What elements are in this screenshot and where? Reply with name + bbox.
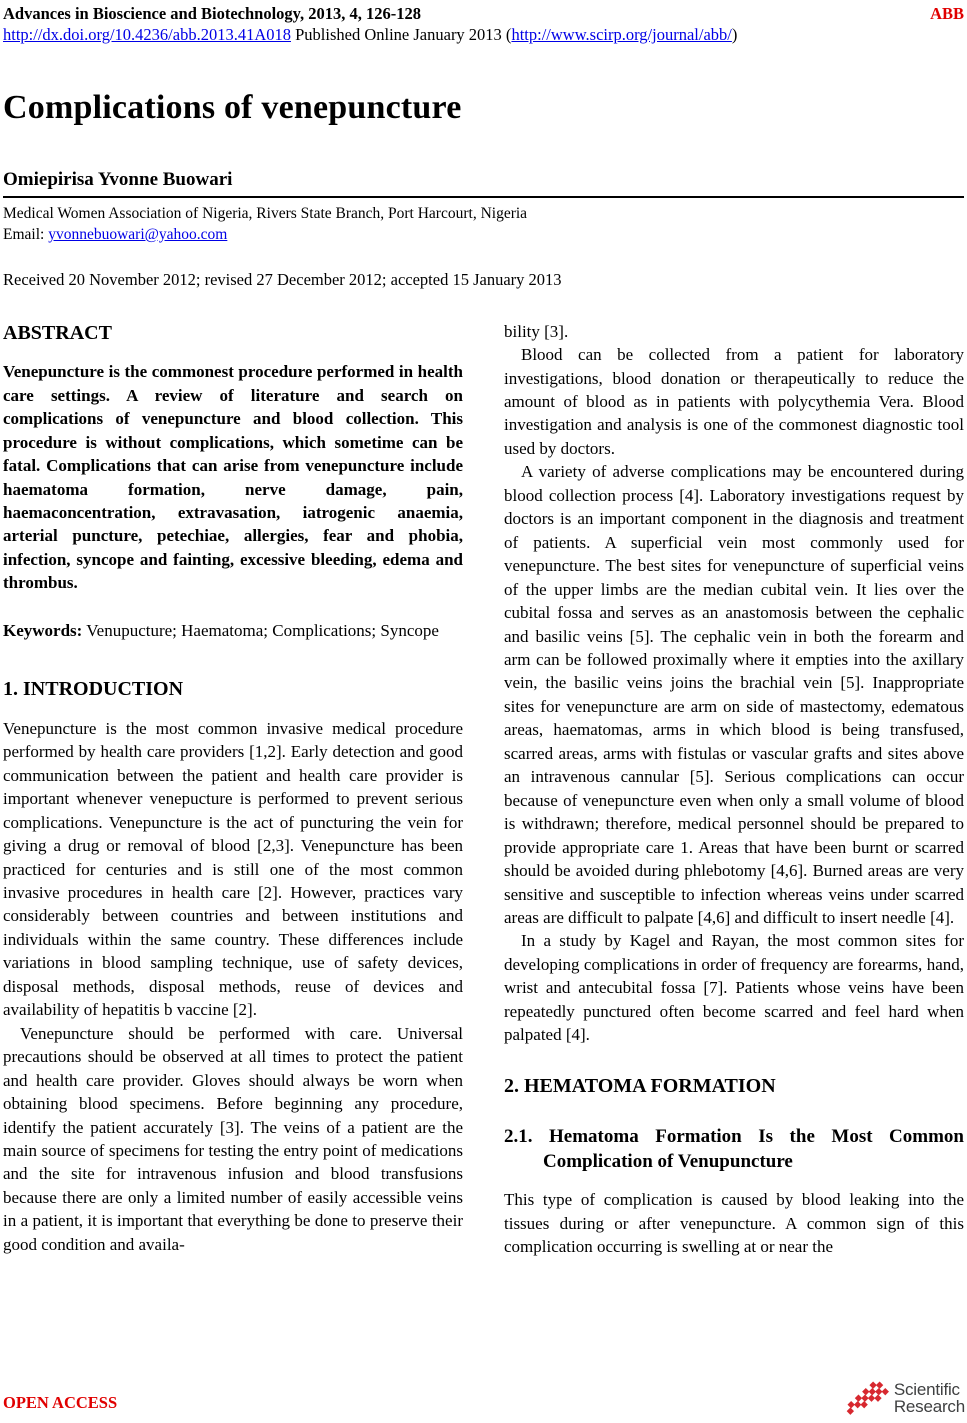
journal-header-line2 [3,25,964,46]
published-online-text: Published Online January 2013 ( [291,24,512,44]
email-label: Email: [3,225,49,243]
hematoma-section-heading: 2. HEMATOMA FORMATION [504,1074,776,1097]
affiliation: Medical Women Association of Nigeria, Rivers State Branch, Port Harcourt, Nigeria [3,204,528,222]
open-access-badge: OPEN ACCESS [3,1393,118,1412]
doi-link[interactable]: http://dx.doi.org/10.4236/abb.2013.41A018 [3,24,291,44]
adverse-complications-paragraph: A variety of adverse complications may be encountered during blood collection process [4]. Laboratory investigations request by doctors is an important component in the diagnosis and treatment of patients. A superficial vein most commonly used for venepuncture. The best sites for venepuncture of superficial veins of the upper limbs are the median cubital vein. It lies over the cubital fossa and serves as an anastomosis between the cephalic and basilic veins [5]. The cephalic vein in both the forearm and arm can be followed proximally where it empties into the axillary vein, the basilic veins joins the brachial vein [5]. Inappropriate sites for venepuncture are arm on side of mastectomy, edematous areas, haematomas, arms in which blood is being transfused, scarred areas, arms with fistulas or vascular grafts and sites above an intravenous cannular [5]. Serious complications can occur because of venepuncture even when only a small volume of blood is withdrawn; therefore, medical personnel should be prepared to provide appropriate care 1. Areas that have been burnt or scarred should be avoided during phlebotomy [4,6]. Burned areas are very sensitive and susceptible to infection whereas veins under scarred areas are difficult to palpate [4,6] and difficult to insert needle [4]. [504,462,964,927]
close-paren: ) [731,24,738,44]
logo-text-line2: Research [893,1397,965,1416]
kagel-rayan-paragraph: In a study by Kagel and Rayan, the most common sites for developing complications in order of frequency are forearms, hand, wrist and antecubital fossa [7]. Patients whose veins have been repeatedly punctured often become scarred and feel hard when palpated [4]. [504,931,964,1045]
keywords-label: Keywords: [3,620,83,640]
continued-paragraph: bility [3]. [504,321,569,341]
logo-text-line1: Scientific [893,1379,960,1399]
author-name: Omiepirisa Yvonne Buowari [3,168,233,190]
blood-collection-paragraph: Blood can be collected from a patient for laboratory investigations, blood donation or therapeutically to reduce the amount of blood as in patients with polycythemia Vera. Blood investigation and analysis is one of the commonest diagnostic tool used by doctors. [504,345,964,458]
left-column [3,320,463,1259]
email-line [3,225,964,246]
article-body [3,320,964,1259]
received-dates: Received 20 November 2012; revised 27 December 2012; accepted 15 January 2013 [3,269,562,289]
journal-citation: Advances in Bioscience and Biotechnology, 2013, 4, 126-128 [3,4,422,23]
email-link[interactable]: yvonnebuowari@yahoo.com [48,225,228,243]
keywords-text: Venupucture; Haematoma; Complications; Syncope [82,620,439,640]
intro-paragraph-2: Venepuncture should be performed with care. Universal precautions should be observed at all times to protect the patient and health care provider. Gloves should always be worn when obtaining blood specimens. Before beginning any procedure, identify the patient accurately [3]. The veins of a patient are the main source of specimens for testing the entry point of medications and the site for intravenous infusion and blood transfusions because there are only a limited number of easily accessible veins in a patient, it is important that everything be done to preserve their good condition and availa- [3,1023,463,1254]
author-divider [3,196,964,198]
intro-paragraph-1: Venepuncture is the most common invasive medical procedure performed by health care providers [1,2]. Early detection and good communication between the patient and health care provider is important whenever venepucture is performed to prevent serious complications. Venepuncture is the act of puncturing the vein for giving a drug or removal of blood [2,3]. Venepuncture has been practiced for centuries and is still one of the most common invasive procedures in health care [2]. However, practices vary considerably between countries and between institutions and individuals within the same country. These differences include variations in blood sampling technique, use of safety devices, disposal methods, disposal methods, reuse of devices and availability of hepatitis b vaccine [2]. [3,718,463,1020]
hematoma-subsection-heading: 2.1. Hematoma Formation Is the Most Common Complication of Venupuncture [504,1126,964,1173]
abstract-text: Venepuncture is the commonest procedure performed in health care settings. A review of literature and search on complications of venepuncture and blood collection. This procedure is without complications, which sometime can be fatal. Complications that can arise from venepuncture include haematoma formation, nerve damage, pain, haemaconcentration, extravasation, iatrogenic anaemia, arterial puncture, petechiae, allergies, fear and phobia, infection, syncope and fainting, excessive bleeding, edema and thrombus. [3,362,463,593]
scientific-research-logo [838,1376,965,1420]
journal-header [3,4,964,24]
page-title: Complications of venepuncture [3,89,462,127]
keywords-line [3,619,463,642]
hematoma-paragraph: This type of complication is caused by blood leaking into the tissues during or after venepuncture. A common sign of this complication occurring is swelling at or near the [504,1190,964,1257]
right-column [504,320,964,1259]
introduction-heading: 1. INTRODUCTION [3,678,184,701]
logo-wordmark [894,1381,965,1416]
logo-diamonds-icon [838,1376,890,1420]
journal-url-link[interactable]: http://www.scirp.org/journal/abb/ [511,24,732,44]
journal-abbreviation: ABB [930,4,964,23]
abstract-heading: ABSTRACT [3,321,112,344]
